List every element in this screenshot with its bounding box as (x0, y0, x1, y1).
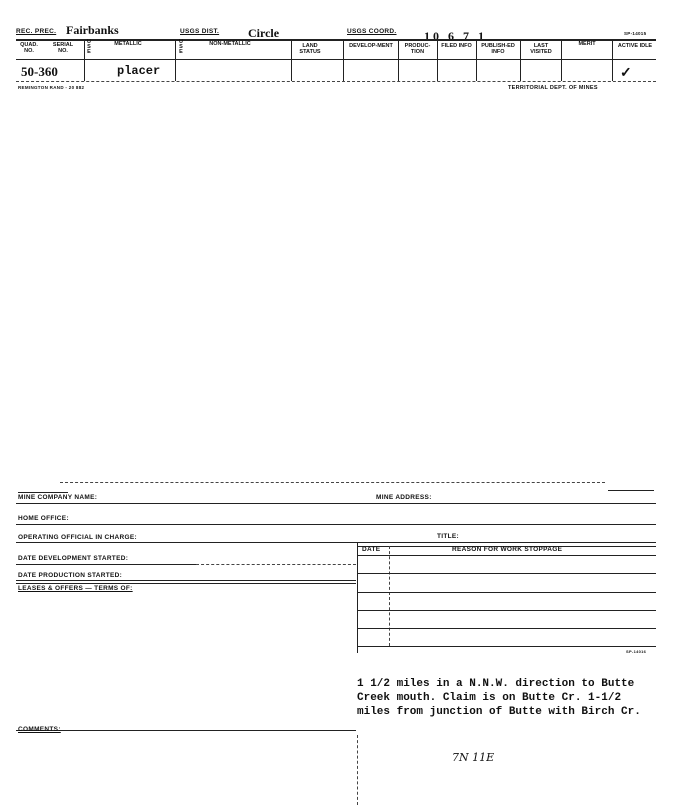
col-merit: MERIT (578, 41, 596, 47)
handwritten-note: 7N 11E (452, 751, 495, 764)
comments-label: COMMENTS: (18, 726, 61, 733)
usgs-coord-label: USGS COORD. (347, 28, 397, 35)
rule (196, 564, 356, 565)
stoppage-row-line (357, 573, 656, 574)
col-use-b: U S E (179, 39, 183, 55)
mine-address-label: MINE ADDRESS: (376, 494, 432, 501)
rec-prec-value: Fairbanks (66, 23, 119, 37)
comments-rule (16, 730, 356, 731)
col-divider (175, 39, 176, 81)
rule (16, 524, 656, 525)
col-divider (437, 39, 438, 81)
col-divider (398, 39, 399, 81)
form-number-2: SP-14016 (626, 649, 647, 654)
rule (16, 503, 656, 504)
fold-line-right (608, 490, 654, 491)
col-production: PRODUC-TION (404, 43, 431, 55)
form-number: SP-14015 (624, 31, 647, 36)
fold-line-left (18, 492, 68, 493)
col-development: DEVELOP-MENT (349, 43, 393, 49)
date-development-label: DATE DEVELOPMENT STARTED: (18, 555, 129, 562)
stoppage-row-line (357, 610, 656, 611)
col-divider (476, 39, 477, 81)
stoppage-table-left (357, 543, 358, 653)
col-divider (612, 39, 613, 81)
printer-mark: REMINGTON RAND - 20 882 (18, 85, 85, 90)
col-divider (84, 39, 85, 81)
col-published-info: PUBLISH-ED INFO (481, 43, 515, 55)
usgs-coord-value: 10 6 7 1 (424, 29, 487, 43)
col-serial-no: SERIAL NO. (52, 42, 74, 54)
reason-column-header: REASON FOR WORK STOPPAGE (452, 546, 563, 553)
col-use-a: U S E (87, 39, 91, 55)
mine-company-name-label: MINE COMPANY NAME: (18, 494, 98, 501)
leases-offers-label: LEASES & OFFERS — TERMS OF: (18, 585, 133, 592)
stoppage-row-line (357, 555, 656, 556)
comments-divider (357, 735, 358, 805)
operating-official-label: OPERATING OFFICIAL IN CHARGE: (18, 534, 137, 541)
quad-serial-value: 50-360 (21, 64, 58, 79)
col-metallic: METALLIC (114, 41, 142, 47)
title-label: TITLE: (437, 533, 460, 540)
date-production-label: DATE PRODUCTION STARTED: (18, 572, 123, 579)
rule (16, 583, 356, 584)
stoppage-row-line (357, 592, 656, 593)
usgs-dist-value: Circle (248, 26, 280, 40)
date-column-header: DATE (362, 546, 381, 553)
col-non-metallic: NON-METALLIC (209, 41, 251, 47)
usgs-dist-label: USGS DIST. (180, 28, 220, 35)
home-office-label: HOME OFFICE: (18, 515, 69, 522)
rule (16, 580, 356, 581)
header-bottom-rule (16, 81, 656, 82)
rule (16, 564, 196, 565)
col-divider (291, 39, 292, 81)
stoppage-row-line (357, 646, 656, 647)
rule (16, 542, 656, 543)
col-land-status: LAND STATUS (299, 43, 321, 55)
col-quad-no: QUAD. NO. (20, 42, 38, 54)
col-divider (343, 39, 344, 81)
col-active-idle: ACTIVE IDLE (617, 43, 653, 49)
metallic-value: placer (117, 64, 161, 78)
rec-prec-label: REC. PREC. (16, 28, 57, 35)
col-divider (561, 39, 562, 81)
header-mid-rule (16, 59, 656, 60)
stoppage-row-line (357, 628, 656, 629)
col-divider (520, 39, 521, 81)
department-name: TERRITORIAL DEPT. OF MINES (508, 85, 598, 91)
active-check-mark: ✓ (620, 64, 632, 80)
date-divider (389, 546, 390, 646)
col-filed-info: FILED INFO (441, 43, 472, 49)
comment-text: 1 1/2 miles in a N.N.W. direction to Butte Creek mouth. Claim is on Butte Cr. 1-1/2 miles from junction of Butte with Birch Cr. (357, 678, 641, 718)
fold-line (60, 482, 605, 483)
col-last-visited: LAST VISITED (530, 43, 552, 55)
